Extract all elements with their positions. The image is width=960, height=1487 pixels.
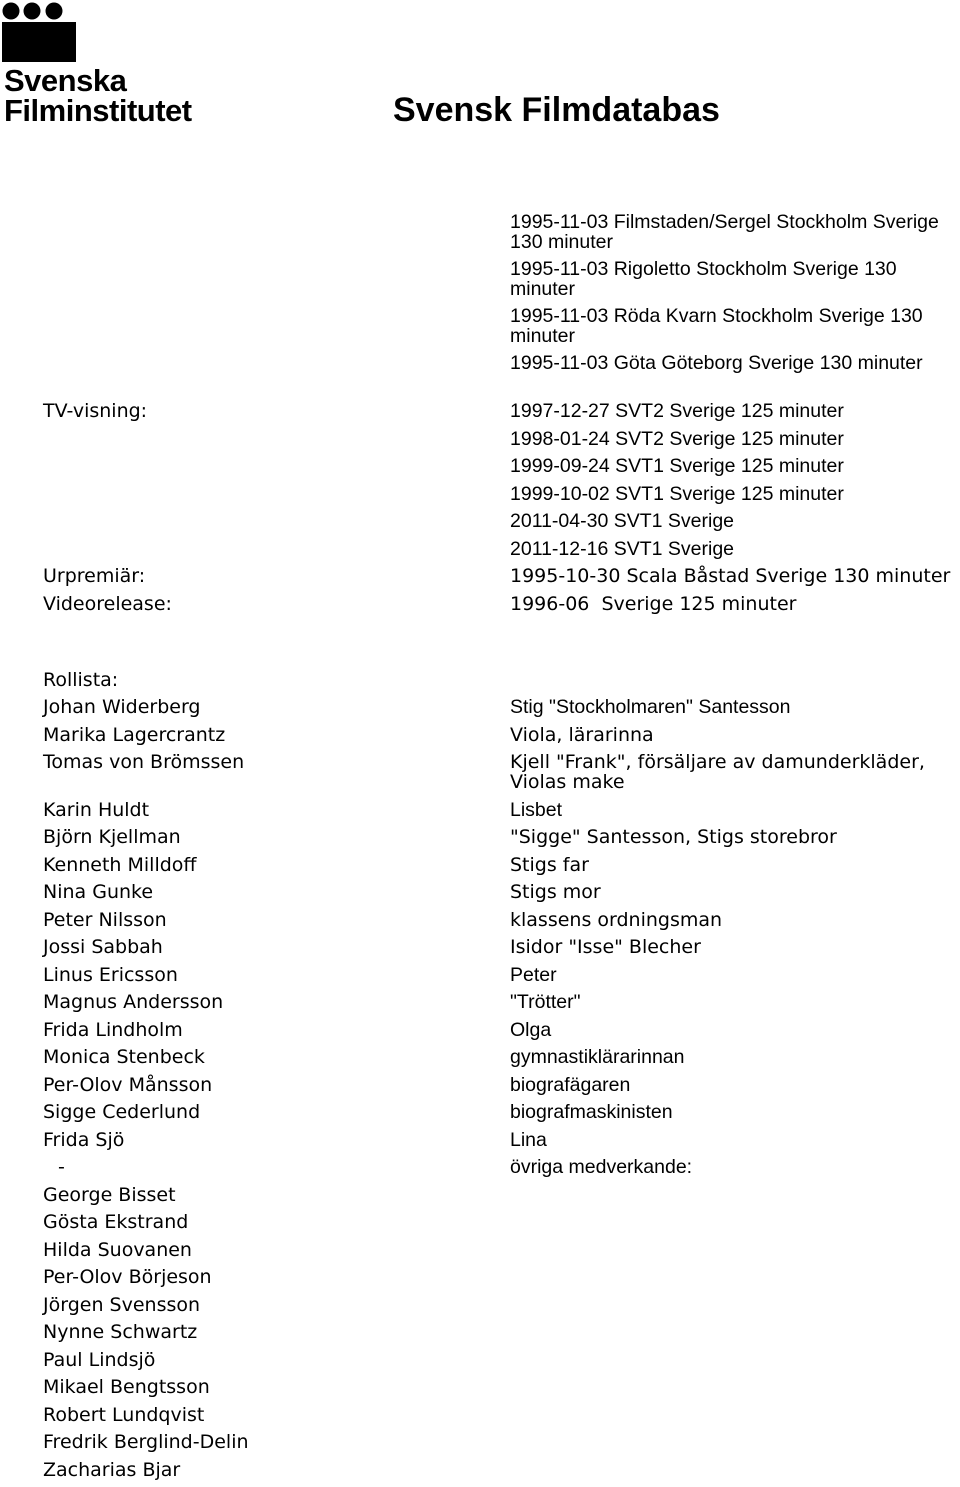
cast-actor: Paul Lindsjö [43,1350,155,1370]
tv-values [510,401,960,559]
table-row [0,1020,960,1048]
table-row [0,697,960,725]
cast-role: biografmaskinisten [510,1102,956,1130]
premiere-row [0,566,960,594]
premiere-value: 1995-10-30 Scala Båstad Sverige 130 minuter [510,566,960,586]
table-row [0,1212,960,1240]
cast-role [510,1350,956,1358]
table-row [0,1432,960,1460]
cast-actor: Peter Nilsson [43,910,167,930]
cast-actor: Gösta Ekstrand [43,1212,188,1232]
video-release-values [510,594,960,614]
cast-actor: Per-Olov Börjeson [43,1267,212,1287]
table-row [0,1377,960,1405]
cast-header: Rollista: [43,670,118,690]
cast-role: Peter [510,965,956,993]
video-release-label: Videorelease: [43,594,172,614]
table-row [0,800,960,828]
cast-actor: Monica Stenbeck [43,1047,205,1067]
tv-item: 1999-10-02 SVT1 Sverige 125 minuter [510,484,960,504]
cast-role: övriga medverkande: [510,1157,956,1185]
screening-item: 1995-11-03 Göta Göteborg Sverige 130 minuter [510,353,960,373]
table-row [0,1322,960,1350]
table-row [0,752,960,800]
tv-item: 1998-01-24 SVT2 Sverige 125 minuter [510,429,960,449]
table-row [0,1047,960,1075]
table-row [0,965,960,993]
cast-actor: Sigge Cederlund [43,1102,200,1122]
cast-role: Stigs mor [510,882,956,910]
video-release-value: 1996-06 Sverige 125 minuter [510,594,960,614]
screening-list [510,212,960,380]
release-info [0,401,960,621]
page-title: Svensk Filmdatabas [393,88,720,132]
cast-role [510,1460,956,1468]
cast-actor: Magnus Andersson [43,992,223,1012]
cast-role: Isidor "Isse" Blecher [510,937,956,965]
svenska-filminstitutet-logo [2,2,202,126]
table-row [0,1240,960,1268]
table-row [0,1405,960,1433]
cast-actor: Per-Olov Månsson [43,1075,212,1095]
logo-dots-icon [2,2,78,66]
cast-role: Lina [510,1130,956,1158]
table-row [0,937,960,965]
logo-word-filminstitutet: Filminstitutet [4,94,192,128]
table-row [0,1157,960,1185]
cast-role: Viola, lärarinna [510,725,956,753]
cast-actor: Nina Gunke [43,882,153,902]
screening-item: 1995-11-03 Rigoletto Stockholm Sverige 130 minuter [510,259,960,299]
cast-role: "Sigge" Santesson, Stigs storebror [510,827,956,855]
cast-actor: Marika Lagercrantz [43,725,225,745]
premiere-values [510,566,960,586]
tv-item: 1997-12-27 SVT2 Sverige 125 minuter [510,401,960,421]
cast-actor: Jossi Sabbah [43,937,163,957]
cast-role: Olga [510,1020,956,1048]
cast-list [0,697,960,1487]
cast-role: Kjell "Frank", försäljare av damunderkläder, Violas make [510,752,956,800]
cast-role [510,1212,956,1220]
cast-actor: George Bisset [43,1185,176,1205]
tv-item: 1999-09-24 SVT1 Sverige 125 minuter [510,456,960,476]
table-row [0,910,960,938]
cast-actor: Karin Huldt [43,800,149,820]
table-row [0,1350,960,1378]
tv-screenings-row [0,401,960,559]
cast-actor: Tomas von Brömssen [43,752,244,772]
cast-actor: Kenneth Milldoff [43,855,197,875]
cast-role [510,1322,956,1330]
tv-item: 2011-12-16 SVT1 Sverige [510,539,960,559]
cast-actor: Mikael Bengtsson [43,1377,210,1397]
cast-actor: Hilda Suovanen [43,1240,192,1260]
table-row [0,1102,960,1130]
table-row [0,827,960,855]
cast-role: biografägaren [510,1075,956,1103]
cast-role [510,1185,956,1193]
cast-role [510,1405,956,1413]
cast-actor: Frida Lindholm [43,1020,183,1040]
cast-role [510,1240,956,1248]
tv-item: 2011-04-30 SVT1 Sverige [510,511,960,531]
table-row [0,882,960,910]
cast-role: Lisbet [510,800,956,828]
cast-actor: - [58,1157,65,1177]
table-row [0,1460,960,1487]
table-row [0,1267,960,1295]
table-row [0,1295,960,1323]
cast-role [510,1267,956,1275]
table-row [0,1075,960,1103]
cast-actor: Johan Widerberg [43,697,201,717]
logo-word-svenska: Svenska [4,64,126,98]
table-row [0,855,960,883]
cast-role: Stigs far [510,855,956,883]
table-row [0,992,960,1020]
cast-role: klassens ordningsman [510,910,956,938]
screening-item: 1995-11-03 Röda Kvarn Stockholm Sverige 130 minuter [510,306,960,346]
premiere-label: Urpremiär: [43,566,145,586]
table-row [0,1185,960,1213]
cast-actor: Nynne Schwartz [43,1322,197,1342]
cast-role: gymnastiklärarinnan [510,1047,956,1075]
tv-label: TV-visning: [43,401,147,421]
cast-actor: Fredrik Berglind-Delin [43,1432,249,1452]
cast-actor: Frida Sjö [43,1130,124,1150]
cast-role [510,1295,956,1303]
cast-role [510,1432,956,1440]
cast-actor: Björn Kjellman [43,827,181,847]
cast-actor: Linus Ericsson [43,965,178,985]
table-row [0,1130,960,1158]
cast-actor: Jörgen Svensson [43,1295,200,1315]
cast-role [510,1377,956,1385]
cast-role: Stig "Stockholmaren" Santesson [510,697,956,725]
cast-actor: Zacharias Bjar [43,1460,180,1480]
cast-role: "Trötter" [510,992,956,1020]
table-row [0,725,960,753]
video-release-row [0,594,960,622]
cast-actor: Robert Lundqvist [43,1405,204,1425]
screening-item: 1995-11-03 Filmstaden/Sergel Stockholm Sverige 130 minuter [510,212,960,252]
